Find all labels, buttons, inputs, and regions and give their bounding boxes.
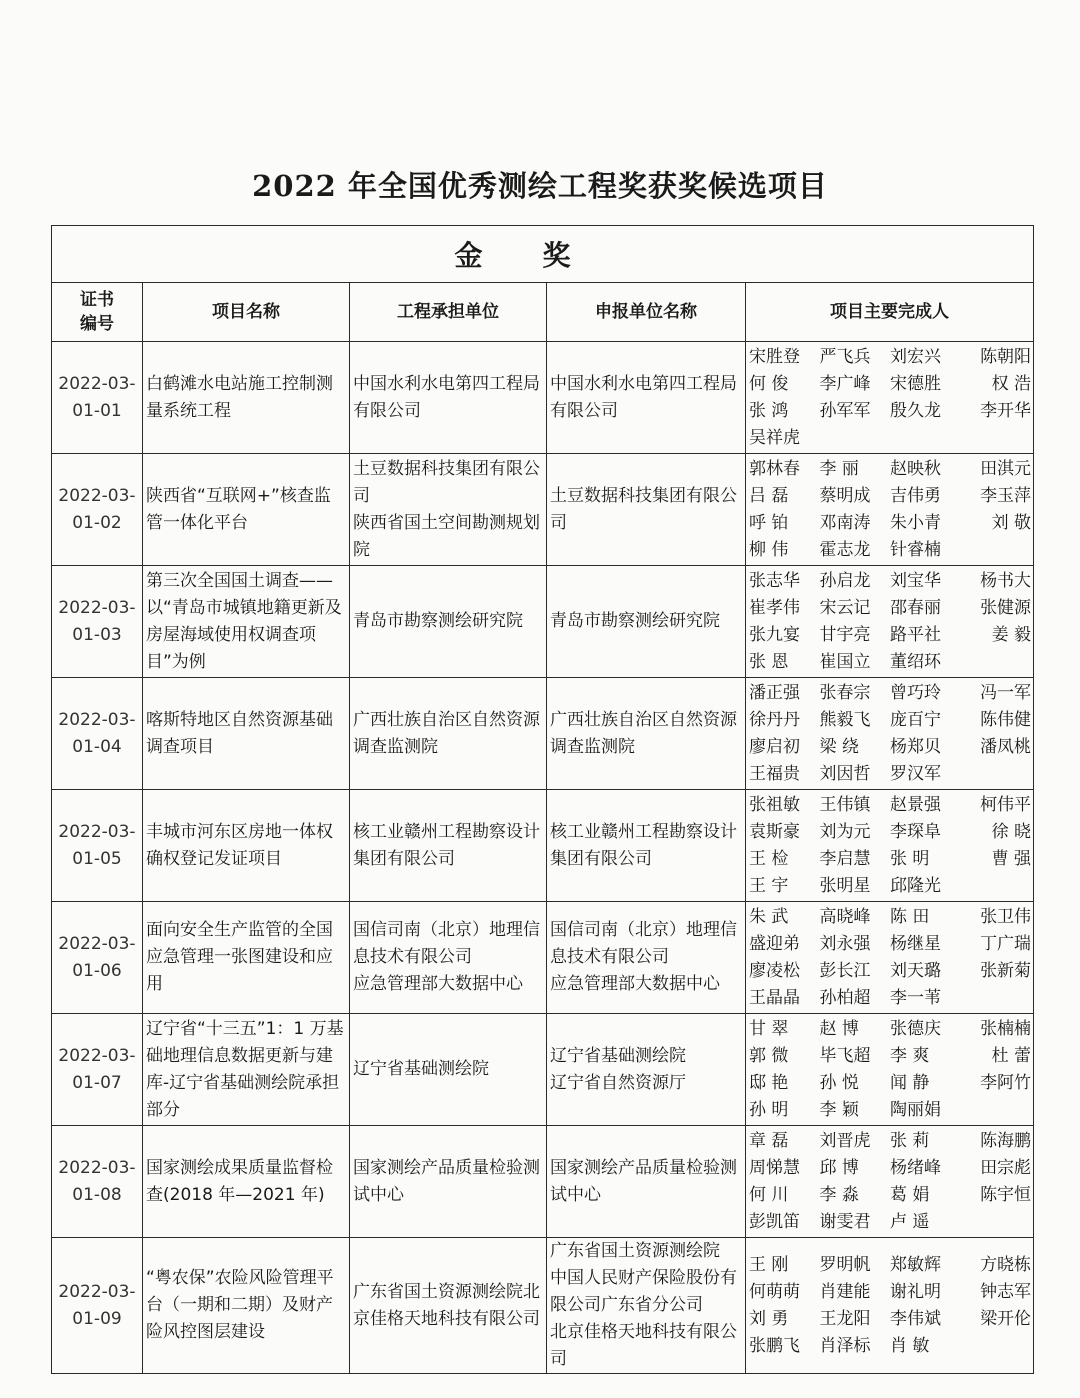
applicant-cell-text: 应急管理部大数据中心 xyxy=(550,974,720,994)
undertaker-cell-text: 青岛市勘察测绘研究院 xyxy=(353,611,523,631)
person-name: 张明星 xyxy=(819,875,871,896)
table-row xyxy=(52,902,1034,1014)
project-name-cell xyxy=(143,342,350,454)
persons-cell xyxy=(746,454,1034,566)
persons-list xyxy=(749,344,1031,452)
person-name: 廖凌松 xyxy=(749,960,800,981)
cert-number-line1: 2022-03- xyxy=(58,373,136,394)
person-name: 朱 武 xyxy=(749,906,789,927)
person-name: 李阿竹 xyxy=(980,1072,1032,1093)
header-cert-no-line1: 证书 xyxy=(80,290,114,310)
person-name: 崔孝伟 xyxy=(749,597,800,618)
person-name: 宋德胜 xyxy=(890,373,942,394)
person-name: 孙军军 xyxy=(819,400,871,421)
persons-list xyxy=(749,1016,1031,1124)
project-name-cell-text: 白鹤滩水电站施工控制测量系统工程 xyxy=(146,373,333,421)
person-name: 李 淼 xyxy=(819,1184,859,1205)
person-name: 张九宴 xyxy=(749,624,800,645)
person-name: 霍志龙 xyxy=(819,539,871,560)
person-name: 甘 翠 xyxy=(749,1018,789,1039)
persons-cell xyxy=(746,342,1034,454)
project-name-cell xyxy=(143,566,350,678)
person-name: 杨绪峰 xyxy=(890,1157,942,1178)
document-title: 2022 年全国优秀测绘工程奖获奖候选项目 xyxy=(252,169,828,203)
person-name: 张鹏飞 xyxy=(749,1335,800,1356)
person-name: 张楠楠 xyxy=(980,1018,1032,1039)
person-name: 路平社 xyxy=(890,624,942,645)
cert-number-cell xyxy=(52,1238,143,1374)
person-name: 潘凤桃 xyxy=(980,736,1032,757)
person-name: 张志华 xyxy=(749,570,800,591)
person-name: 张德庆 xyxy=(890,1018,942,1039)
cert-number-line2: 01-07 xyxy=(72,1072,122,1093)
person-name: 柯伟平 xyxy=(980,794,1032,815)
header-undertaker: 工程承担单位 xyxy=(350,283,547,342)
header-persons: 项目主要完成人 xyxy=(746,283,1034,342)
cert-number-line2: 01-06 xyxy=(72,960,122,981)
person-name: 陈宇恒 xyxy=(980,1184,1032,1205)
applicant-cell-text: 中国人民财产保险股份有限公司广东省分公司 xyxy=(550,1268,737,1315)
person-name: 何 川 xyxy=(749,1184,789,1205)
applicant-cell xyxy=(547,790,746,902)
person-name: 李伟斌 xyxy=(890,1308,942,1329)
person-name: 李 颖 xyxy=(819,1099,859,1120)
person-name: 刘为元 xyxy=(819,821,871,842)
person-name: 李一苇 xyxy=(890,987,942,1008)
applicant-cell-text: 广东省国土资源测绘院 xyxy=(550,1241,720,1261)
person-name: 钟志军 xyxy=(980,1281,1032,1302)
person-name: 刘天璐 xyxy=(890,960,942,981)
person-name: 周悌慧 xyxy=(749,1157,800,1178)
cert-number-line2: 01-08 xyxy=(72,1184,122,1205)
person-name: 张祖敏 xyxy=(749,794,800,815)
persons-cell xyxy=(746,1014,1034,1126)
table-row xyxy=(52,1238,1034,1374)
person-name: 章 磊 xyxy=(749,1130,789,1151)
applicant-cell-text: 核工业赣州工程勘察设计集团有限公司 xyxy=(550,821,737,869)
applicant-cell xyxy=(547,678,746,790)
person-name: 徐丹丹 xyxy=(749,709,800,730)
person-name: 肖 敏 xyxy=(890,1335,930,1356)
person-name: 王伟镇 xyxy=(819,794,871,815)
person-name: 张 明 xyxy=(890,848,930,869)
applicant-cell xyxy=(547,342,746,454)
persons-list xyxy=(749,904,1031,1012)
person-name: 卢 遥 xyxy=(890,1211,930,1232)
undertaker-cell-text: 辽宁省基础测绘院 xyxy=(353,1059,489,1079)
person-name: 杨书大 xyxy=(980,570,1032,591)
table-row xyxy=(52,1014,1034,1126)
person-name: 李启慧 xyxy=(819,848,871,869)
person-name: 梁开伦 xyxy=(980,1308,1032,1329)
project-name-cell xyxy=(143,790,350,902)
applicant-cell xyxy=(547,1126,746,1238)
undertaker-cell-text: 土豆数据科技集团有限公司 xyxy=(353,458,540,506)
person-name: 田淇元 xyxy=(980,458,1032,479)
project-name-cell xyxy=(143,902,350,1014)
persons-cell xyxy=(746,790,1034,902)
person-name: 李广峰 xyxy=(819,373,871,394)
cert-number-line2: 01-02 xyxy=(72,512,122,533)
person-name: 柳 伟 xyxy=(749,539,789,560)
person-name: 王 刚 xyxy=(749,1254,789,1275)
table-header-row xyxy=(52,283,1034,342)
person-name: 袁斯豪 xyxy=(749,821,800,842)
person-name: 王龙阳 xyxy=(819,1308,871,1329)
person-name: 曹 强 xyxy=(991,848,1032,869)
person-name: 权 浩 xyxy=(991,373,1032,394)
person-name: 吴祥虎 xyxy=(749,427,800,448)
person-name: 杨继星 xyxy=(890,933,942,954)
undertaker-cell-text: 核工业赣州工程勘察设计集团有限公司 xyxy=(353,821,540,869)
person-name: 梁 绕 xyxy=(819,736,859,757)
persons-list xyxy=(749,456,1031,564)
person-name: 廖启初 xyxy=(749,736,800,757)
person-name: 彭长江 xyxy=(819,960,871,981)
project-name-cell-text: 面向安全生产监管的全国应急管理一张图建设和应用 xyxy=(146,920,333,994)
person-name: 张 莉 xyxy=(890,1130,930,1151)
person-name: 丁广瑞 xyxy=(980,933,1032,954)
person-name: 徐 晓 xyxy=(991,821,1032,842)
applicant-cell-text: 国家测绘产品质量检验测试中心 xyxy=(550,1157,737,1205)
undertaker-cell xyxy=(350,902,547,1014)
undertaker-cell-text: 国家测绘产品质量检验测试中心 xyxy=(353,1157,540,1205)
undertaker-cell-text: 中国水利水电第四工程局有限公司 xyxy=(353,373,540,421)
person-name: 邸 艳 xyxy=(749,1072,789,1093)
person-name: 崔国立 xyxy=(819,651,871,672)
person-name: 朱小青 xyxy=(890,512,942,533)
person-name: 孙柏超 xyxy=(819,987,871,1008)
person-name: 陈朝阳 xyxy=(980,346,1032,367)
award-level-heading: 金奖 xyxy=(52,226,1034,283)
person-name: 谢雯君 xyxy=(819,1211,871,1232)
cert-number-cell xyxy=(52,678,143,790)
person-name: 郭 微 xyxy=(749,1045,789,1066)
cert-number-line1: 2022-03- xyxy=(58,709,136,730)
table-row xyxy=(52,678,1034,790)
person-name: 杨郑贝 xyxy=(890,736,942,757)
person-name: 方晓栋 xyxy=(980,1254,1032,1275)
person-name: 张春宗 xyxy=(819,682,871,703)
cert-number-cell xyxy=(52,1014,143,1126)
person-name: 李玉萍 xyxy=(980,485,1032,506)
undertaker-cell xyxy=(350,454,547,566)
person-name: 罗明帆 xyxy=(819,1254,871,1275)
applicant-cell-text: 辽宁省自然资源厅 xyxy=(550,1072,686,1093)
project-name-cell xyxy=(143,678,350,790)
undertaker-cell xyxy=(350,1238,547,1374)
person-name: 张健源 xyxy=(980,597,1032,618)
cert-number-line2: 01-03 xyxy=(72,624,122,645)
person-name: 潘正强 xyxy=(749,682,800,703)
person-name: 张 鸿 xyxy=(749,400,789,421)
project-name-cell-text: “粤农保”农险风险管理平台（一期和二期）及财产险风控图层建设 xyxy=(146,1268,334,1342)
person-name: 吉伟勇 xyxy=(890,485,942,506)
person-name: 殷久龙 xyxy=(890,400,942,421)
header-project: 项目名称 xyxy=(143,283,350,342)
person-name: 孙启龙 xyxy=(819,570,871,591)
person-name: 邱 博 xyxy=(819,1157,859,1178)
applicant-cell-text: 辽宁省基础测绘院 xyxy=(550,1045,686,1066)
applicant-cell-text: 广西壮族自治区自然资源调查监测院 xyxy=(550,709,737,757)
person-name: 针睿楠 xyxy=(890,539,942,560)
applicant-cell-text: 土豆数据科技集团有限公司 xyxy=(550,485,737,533)
undertaker-cell-text: 应急管理部大数据中心 xyxy=(353,974,523,994)
person-name: 庞百宁 xyxy=(890,709,942,730)
person-name: 张卫伟 xyxy=(980,906,1032,927)
cert-number-line2: 01-04 xyxy=(72,736,122,757)
person-name: 赵映秋 xyxy=(890,458,942,479)
person-name: 肖泽标 xyxy=(819,1335,871,1356)
person-name: 赵景强 xyxy=(890,794,942,815)
person-name: 谢礼明 xyxy=(890,1281,942,1302)
persons-list xyxy=(749,1252,1031,1360)
cert-number-line1: 2022-03- xyxy=(58,597,136,618)
person-name: 刘晋虎 xyxy=(819,1130,871,1151)
project-name-cell-text: 丰城市河东区房地一体权确权登记发证项目 xyxy=(146,821,333,869)
person-name: 李开华 xyxy=(980,400,1032,421)
project-name-cell-text: 第三次全国国土调查——以“青岛市城镇地籍更新及房屋海域使用权调查项目”为例 xyxy=(146,570,342,672)
person-name: 刘宏兴 xyxy=(890,346,942,367)
persons-list xyxy=(749,792,1031,900)
undertaker-cell xyxy=(350,678,547,790)
cert-number-line1: 2022-03- xyxy=(58,1045,136,1066)
person-name: 高晓峰 xyxy=(819,906,871,927)
project-name-cell xyxy=(143,1126,350,1238)
person-name: 陈伟健 xyxy=(980,709,1032,730)
person-name: 姜 毅 xyxy=(991,624,1032,645)
person-name: 刘宝华 xyxy=(890,570,942,591)
person-name: 郑敏辉 xyxy=(890,1254,942,1275)
table-row xyxy=(52,1126,1034,1238)
person-name: 肖建能 xyxy=(819,1281,871,1302)
applicant-cell xyxy=(547,566,746,678)
person-name: 曾巧玲 xyxy=(890,682,942,703)
person-name: 孙 悦 xyxy=(819,1072,859,1093)
person-name: 陈海鹏 xyxy=(980,1130,1032,1151)
undertaker-cell xyxy=(350,1126,547,1238)
project-name-cell xyxy=(143,454,350,566)
project-name-cell-text: 国家测绘成果质量监督检查(2018 年—2021 年) xyxy=(146,1157,333,1205)
person-name: 何萌萌 xyxy=(749,1281,800,1302)
person-name: 王 宇 xyxy=(749,875,789,896)
cert-number-cell xyxy=(52,566,143,678)
cert-number-cell xyxy=(52,342,143,454)
person-name: 董绍环 xyxy=(890,651,942,672)
persons-list xyxy=(749,1128,1031,1236)
cert-number-line2: 01-09 xyxy=(72,1308,122,1329)
persons-list xyxy=(749,680,1031,788)
cert-number-line1: 2022-03- xyxy=(58,1281,136,1302)
person-name: 陈 田 xyxy=(890,906,930,927)
persons-cell xyxy=(746,1126,1034,1238)
persons-cell xyxy=(746,678,1034,790)
person-name: 刘 敬 xyxy=(991,512,1032,533)
undertaker-cell-text: 广西壮族自治区自然资源调查监测院 xyxy=(353,709,540,757)
person-name: 田宗彪 xyxy=(980,1157,1032,1178)
undertaker-cell xyxy=(350,342,547,454)
person-name: 甘宇亮 xyxy=(819,624,871,645)
person-name: 何 俊 xyxy=(749,373,789,394)
applicant-cell xyxy=(547,454,746,566)
undertaker-cell xyxy=(350,790,547,902)
cert-number-cell xyxy=(52,902,143,1014)
header-cert-no xyxy=(52,283,143,342)
applicant-cell xyxy=(547,1014,746,1126)
header-cert-no-line2: 编号 xyxy=(80,314,114,334)
cert-number-cell xyxy=(52,454,143,566)
cert-number-line2: 01-01 xyxy=(72,400,122,421)
persons-cell xyxy=(746,1238,1034,1374)
header-applicant: 申报单位名称 xyxy=(547,283,746,342)
person-name: 陶丽娟 xyxy=(890,1099,942,1120)
person-name: 熊毅飞 xyxy=(819,709,871,730)
applicant-cell-text: 中国水利水电第四工程局有限公司 xyxy=(550,373,737,421)
person-name: 刘永强 xyxy=(819,933,871,954)
person-name: 王福贵 xyxy=(749,763,800,784)
project-name-cell-text: 辽宁省“十三五”1：1 万基础地理信息数据更新与建库-辽宁省基础测绘院承担部分 xyxy=(146,1018,344,1120)
person-name: 赵 博 xyxy=(819,1018,859,1039)
person-name: 冯一军 xyxy=(980,682,1032,703)
undertaker-cell-text: 陕西省国土空间勘测规划院 xyxy=(353,512,540,560)
applicant-cell-text: 青岛市勘察测绘研究院 xyxy=(550,611,720,631)
person-name: 孙 明 xyxy=(749,1099,789,1120)
person-name: 葛 娟 xyxy=(890,1184,930,1205)
person-name: 李琛阜 xyxy=(890,821,942,842)
person-name: 邵春丽 xyxy=(890,597,942,618)
cert-number-line2: 01-05 xyxy=(72,848,122,869)
persons-cell xyxy=(746,902,1034,1014)
person-name: 邱隆光 xyxy=(890,875,942,896)
person-name: 严飞兵 xyxy=(819,346,871,367)
project-name-cell-text: 陕西省“互联网+”核查监管一体化平台 xyxy=(146,485,331,533)
person-name: 刘因哲 xyxy=(819,763,871,784)
person-name: 王晶晶 xyxy=(749,987,800,1008)
cert-number-cell xyxy=(52,1126,143,1238)
cert-number-cell xyxy=(52,790,143,902)
person-name: 呼 铂 xyxy=(749,512,789,533)
table-row xyxy=(52,342,1034,454)
person-name: 张新菊 xyxy=(980,960,1032,981)
persons-cell xyxy=(746,566,1034,678)
applicant-cell xyxy=(547,902,746,1014)
undertaker-cell-text: 广东省国土资源测绘院北京佳格天地科技有限公司 xyxy=(353,1281,540,1329)
person-name: 盛迎弟 xyxy=(749,933,800,954)
person-name: 宋云记 xyxy=(819,597,871,618)
undertaker-cell xyxy=(350,566,547,678)
person-name: 邓南涛 xyxy=(819,512,871,533)
project-name-cell xyxy=(143,1238,350,1374)
person-name: 杜 蕾 xyxy=(991,1045,1032,1066)
person-name: 毕飞超 xyxy=(819,1045,871,1066)
person-name: 宋胜登 xyxy=(749,346,800,367)
undertaker-cell-text: 国信司南（北京）地理信息技术有限公司 xyxy=(353,920,540,967)
table-row xyxy=(52,566,1034,678)
person-name: 王 检 xyxy=(749,848,789,869)
person-name: 郭林春 xyxy=(749,458,800,479)
person-name: 闻 静 xyxy=(890,1072,930,1093)
table-body xyxy=(52,342,1034,1374)
applicant-cell-text: 北京佳格天地科技有限公司 xyxy=(550,1322,737,1369)
person-name: 彭凯笛 xyxy=(749,1211,800,1232)
cert-number-line1: 2022-03- xyxy=(58,933,136,954)
project-name-cell xyxy=(143,1014,350,1126)
persons-list xyxy=(749,568,1031,676)
person-name: 吕 磊 xyxy=(749,485,789,506)
cert-number-line1: 2022-03- xyxy=(58,1157,136,1178)
person-name: 刘 勇 xyxy=(749,1308,789,1329)
table-row xyxy=(52,454,1034,566)
person-name: 蔡明成 xyxy=(819,485,871,506)
person-name: 张 恩 xyxy=(749,651,789,672)
cert-number-line1: 2022-03- xyxy=(58,485,136,506)
award-table xyxy=(51,225,1034,1374)
cert-number-line1: 2022-03- xyxy=(58,821,136,842)
applicant-cell-text: 国信司南（北京）地理信息技术有限公司 xyxy=(550,920,737,967)
undertaker-cell xyxy=(350,1014,547,1126)
table-row xyxy=(52,790,1034,902)
person-name: 罗汉军 xyxy=(890,763,942,784)
person-name: 李 爽 xyxy=(890,1045,930,1066)
project-name-cell-text: 喀斯特地区自然资源基础调查项目 xyxy=(146,709,333,757)
person-name: 李 丽 xyxy=(819,458,859,479)
applicant-cell xyxy=(547,1238,746,1374)
